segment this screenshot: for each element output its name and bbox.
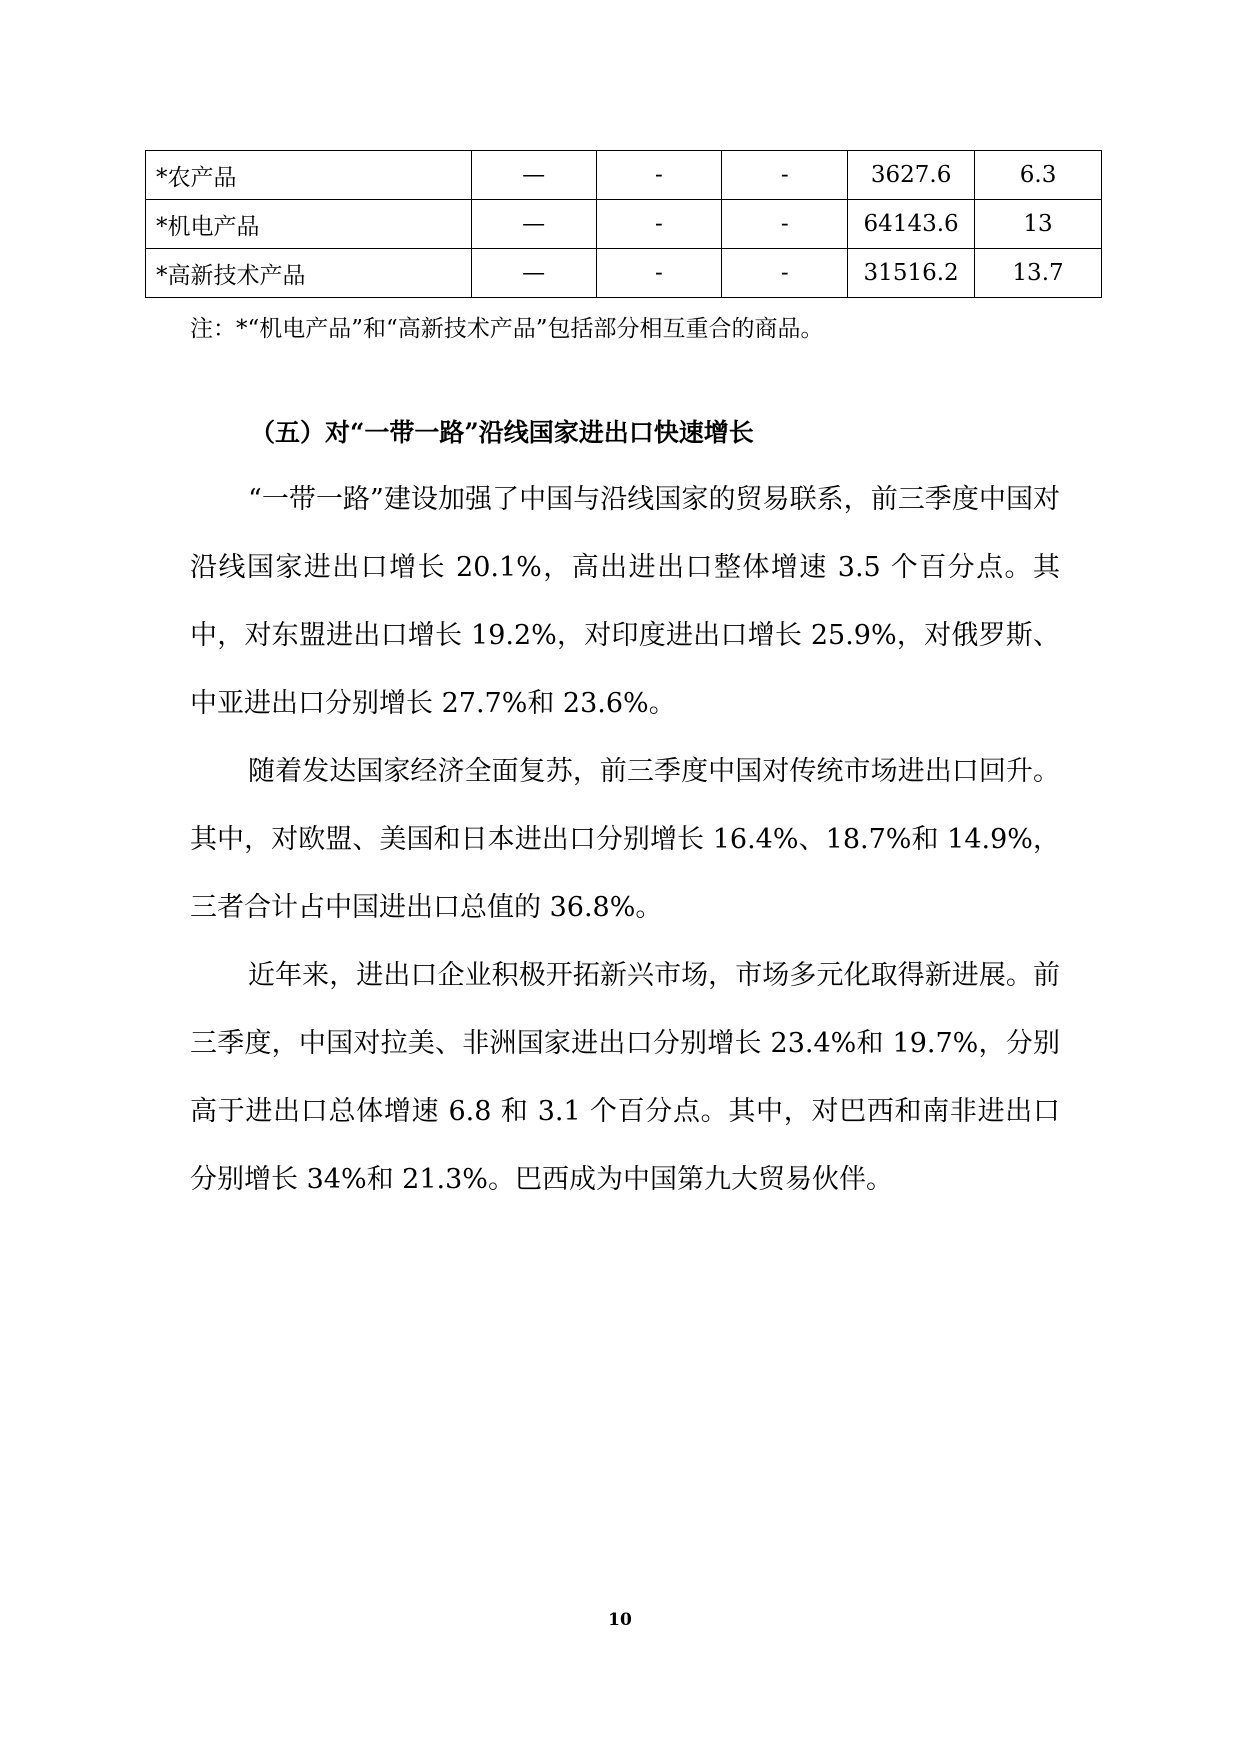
table-row <box>146 151 1102 200</box>
table-cell: 6.3 <box>975 151 1102 200</box>
table-cell: - <box>722 249 848 298</box>
paragraph: 随着发达国家经济全面复苏，前三季度中国对传统市场进出口回升。其中，对欧盟、美国和日本进出口分别增长 16.4%、18.7%和 14.9%，三者合计占中国进出口总值的 36.8%。 <box>190 756 1060 923</box>
table-cell: - <box>596 200 722 249</box>
trade-table <box>145 150 1102 298</box>
page-number: 10 <box>608 1610 632 1630</box>
section-heading: （五）对“一带一路”沿线国家进出口快速增长 <box>250 418 754 447</box>
table-cell: 13 <box>975 200 1102 249</box>
row-label: *机电产品 <box>146 200 472 249</box>
table-cell: - <box>596 249 722 298</box>
row-label: *农产品 <box>146 151 472 200</box>
table-cell: - <box>596 151 722 200</box>
table-cell: 13.7 <box>975 249 1102 298</box>
table-note: 注：*“机电产品”和“高新技术产品”包括部分相互重合的商品。 <box>190 316 824 342</box>
table-row <box>146 249 1102 298</box>
table-cell: - <box>722 151 848 200</box>
table-row <box>146 200 1102 249</box>
paragraph: “一带一路”建设加强了中国与沿线国家的贸易联系，前三季度中国对沿线国家进出口增长 20.1%，高出进出口整体增速 3.5 个百分点。其中，对东盟进出口增长 19.2%，对印度进出口增长 25.9%，对俄罗斯、中亚进出口分别增长 27.7%和 23.6%。 <box>190 484 1060 719</box>
paragraph: 近年来，进出口企业积极开拓新兴市场，市场多元化取得新进展。前三季度，中国对拉美、非洲国家进出口分别增长 23.4%和 19.7%，分别高于进出口总体增速 6.8 和 3.1 个百分点。其中，对巴西和南非进出口分别增长 34%和 21.3%。巴西成为中国第九大贸易伙伴。 <box>190 960 1060 1195</box>
table-cell: 31516.2 <box>848 249 975 298</box>
table-cell: 64143.6 <box>848 200 975 249</box>
body-text <box>190 466 1060 1214</box>
table-cell: — <box>471 200 596 249</box>
table-cell: — <box>471 249 596 298</box>
table-cell: — <box>471 151 596 200</box>
table-cell: - <box>722 200 848 249</box>
row-label: *高新技术产品 <box>146 249 472 298</box>
table-cell: 3627.6 <box>848 151 975 200</box>
